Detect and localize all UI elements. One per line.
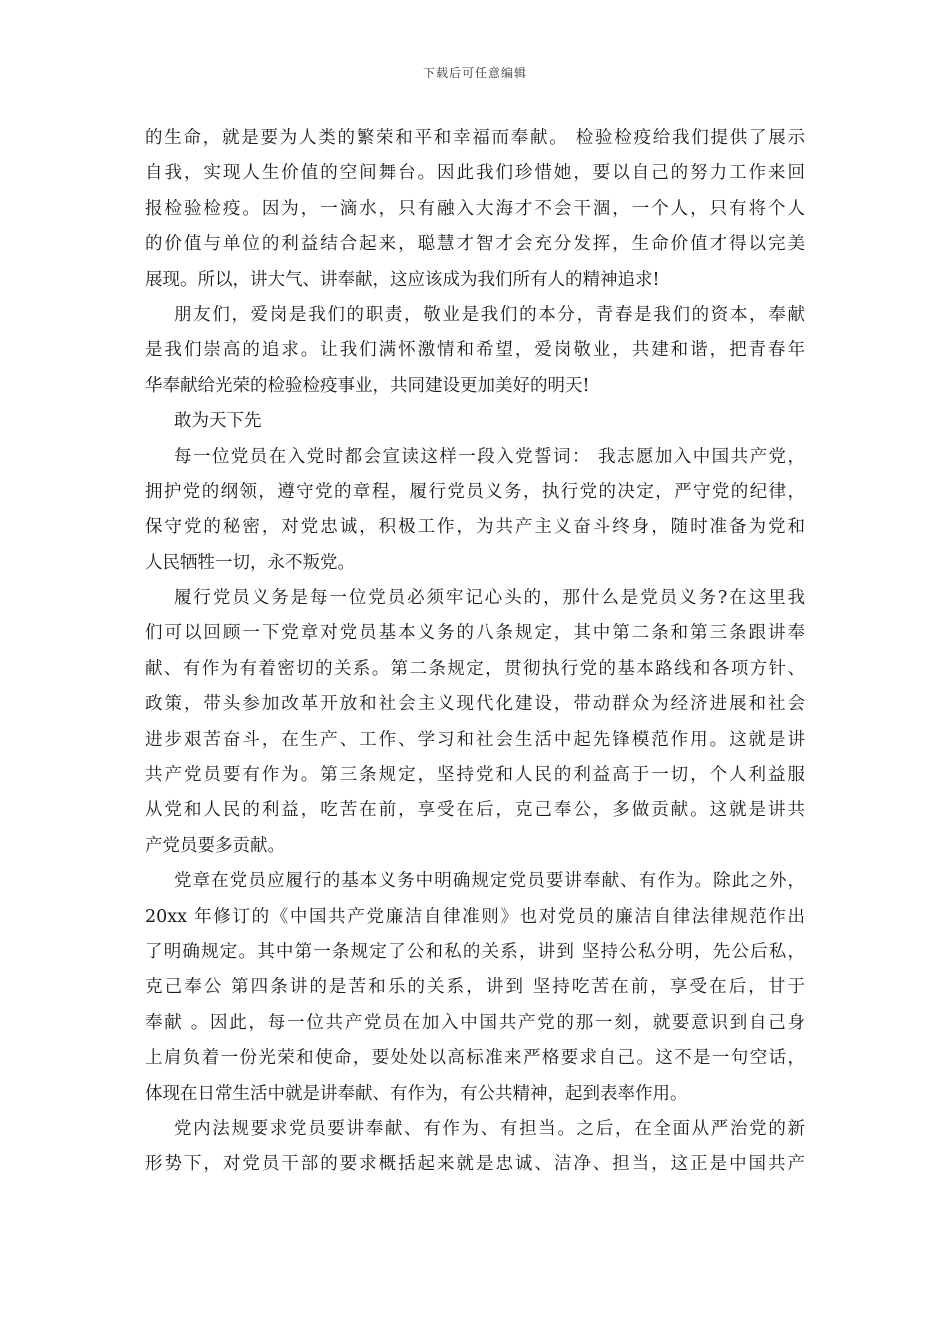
text-line: 保守党的秘密，对党忠诚，积极工作，为共产主义奋斗终身，随时准备为党和	[145, 517, 805, 538]
text-line: 们可以回顾一下党章对党员基本义务的八条规定，其中第二条和第三条跟讲奉	[145, 623, 805, 644]
text-line: 拥护党的纲领，遵守党的章程，履行党员义务，执行党的决定，严守党的纪律，	[145, 481, 805, 502]
text-line: 献、有作为有着密切的关系。第二条规定，贯彻执行党的基本路线和各项方针、	[145, 658, 805, 679]
text-line: 每一位党员在入党时都会宣读这样一段入党誓词： 我志愿加入中国共产党，	[174, 446, 805, 467]
text-line: 体现在日常生活中就是讲奉献、有作为，有公共精神，起到表率作用。	[145, 1083, 688, 1104]
text-line: 共产党员要有作为。第三条规定，坚持党和人民的利益高于一切，个人利益服	[145, 765, 805, 786]
text-line: 的价值与单位的利益结合起来，聪慧才智才会充分发挥，生命价值才得以完美	[145, 234, 805, 255]
text-line: 形势下，对党员干部的要求概括起来就是忠诚、洁净、担当，这正是中国共产	[145, 1154, 805, 1175]
text-line: 从党和人民的利益，吃苦在前，享受在后，克己奉公，多做贡献。这就是讲共	[145, 800, 805, 821]
text-line: 自我，实现人生价值的空间舞台。因此我们珍惜她，要以自己的努力工作来回	[145, 163, 805, 184]
text-line: 是我们崇高的追求。让我们满怀激情和希望，爱岗敬业，共建和谐，把青春年	[145, 340, 805, 361]
text-line: 报检验检疫。因为，一滴水，只有融入大海才不会干涸，一个人，只有将个人	[145, 198, 805, 219]
text-line: 20xx 年修订的《中国共产党廉洁自律准则》也对党员的廉洁自律法律规范作出	[145, 906, 805, 927]
text-line: 的生命，就是要为人类的繁荣和平和幸福而奉献。 检验检疫给我们提供了展示	[145, 128, 805, 148]
text-line: 上肩负着一份光荣和使命，要处处以高标准来严格要求自己。这不是一句空话，	[145, 1048, 805, 1069]
text-line: 进步艰苦奋斗，在生产、工作、学习和社会生活中起先锋模范作用。这就是讲	[145, 729, 805, 750]
text-line: 党章在党员应履行的基本义务中明确规定党员要讲奉献、有作为。除此之外，	[174, 871, 805, 892]
text-line: 政策，带头参加改革开放和社会主义现代化建设，带动群众为经济进展和社会	[145, 694, 805, 715]
text-line: 克己奉公 第四条讲的是苦和乐的关系，讲到 坚持吃苦在前，享受在后，甘于	[145, 977, 805, 998]
document-body	[145, 121, 805, 1183]
text-line: 展现。所以，讲大气、讲奉献，这应该成为我们所有人的精神追求!	[145, 269, 660, 290]
page-header: 下载后可任意编辑	[422, 66, 527, 80]
text-line: 人民牺牲一切，永不叛党。	[145, 552, 355, 573]
text-line: 产党员要多贡献。	[145, 835, 285, 856]
text-line: 敢为天下先	[174, 411, 262, 432]
text-line: 朋友们，爱岗是我们的职责，敬业是我们的本分，青春是我们的资本，奉献	[174, 304, 805, 325]
text-line: 党内法规要求党员要讲奉献、有作为、有担当。之后，在全面从严治党的新	[174, 1118, 805, 1139]
text-line: 华奉献给光荣的检验检疫事业，共同建设更加美好的明天!	[145, 375, 590, 396]
text-line: 了明确规定。其中第一条规定了公和私的关系，讲到 坚持公私分明，先公后私，	[145, 941, 805, 962]
text-line: 履行党员义务是每一位党员必须牢记心头的，那什么是党员义务?在这里我	[174, 588, 805, 609]
text-line: 奉献 。因此，每一位共产党员在加入中国共产党的那一刻，就要意识到自己身	[145, 1012, 805, 1033]
